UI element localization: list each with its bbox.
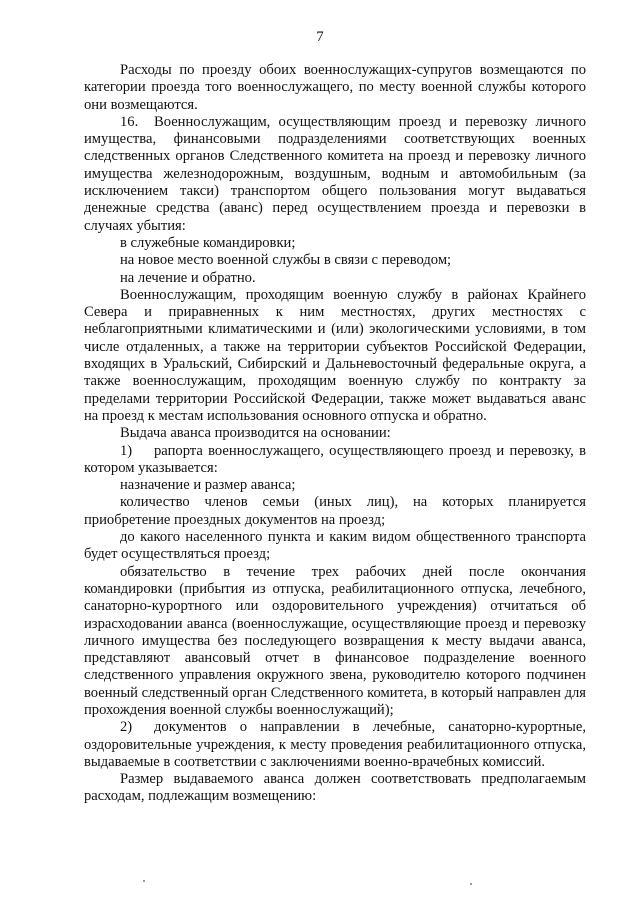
paragraph-numbered bbox=[84, 443, 586, 478]
list-item: до какого населенного пункта и каким видом общественного транспорта будет осуществляться проезд; bbox=[84, 529, 586, 563]
paragraph-numbered bbox=[84, 719, 586, 771]
paragraph: Военнослужащим, проходящим военную службу в районах Крайнего Севера и приравненных к ним местностях, других местностях с неблагоприятными климатическими и (или) экологическими условиями, в том числе отдаленных, а также на территории субъектов Российской Федерации, входящих в Уральский, Сибирский и Дальневосточный федеральные округа, а также военнослужащим, проходящим военную службу по контракту за пределами территории Российской Федерации, также может выдаваться аванс на проезд к местам использования основного отпуска и обратно. bbox=[84, 286, 586, 424]
paragraph: Выдача аванса производится на основании: bbox=[120, 425, 391, 442]
list-item: в служебные командировки; bbox=[120, 234, 296, 251]
list-item: назначение и размер аванса; bbox=[120, 477, 296, 494]
document-body bbox=[84, 62, 586, 806]
item-number: 16. bbox=[120, 113, 139, 130]
list-item: на лечение и обратно. bbox=[120, 269, 256, 286]
scan-speck bbox=[470, 883, 472, 885]
list-item: количество членов семьи (иных лиц), на которых планируется приобретение проездных документов на проезд; bbox=[84, 494, 586, 528]
item-number: 2) bbox=[120, 719, 133, 736]
scan-speck bbox=[143, 880, 145, 882]
list-item: обязательство в течение трех рабочих дней после окончания командировки (прибытия из отпуска, реабилитационного отпуска, лечебного, санаторно-курортного или оздоровительного учреждения) отчитаться об израсходовании аванса (военнослужащие, осуществляющие проезд и перевозку личного имущества без последующего возвращения к месту выдачи аванса, представляют авансовый отчет в финансовое подразделение военного следственного управления окружного звена, руководителю которого подчинен военный следственный орган Следственного комитета, в который направлен для прохождения военной службы военнослужащий); bbox=[84, 563, 586, 718]
paragraph-text: Военнослужащим, осуществляющим проезд и перевозку личного имущества, финансовыми подразделениями соответствующих военных следственных органов Следственного комитета на проезд и перевозку личного имущества железнодорожным, воздушным, водным и автомобильным (за исключением такси) транспортом общего пользования могут выдаваться денежные средства (аванс) перед осуществлением проезда и перевозки в случаях убытия: bbox=[84, 113, 586, 234]
paragraph-numbered bbox=[84, 114, 586, 235]
paragraph-text: рапорта военнослужащего, осуществляющего проезд и перевозку, в котором указывается: bbox=[84, 442, 586, 476]
paragraph-text: документов о направлении в лечебные, санаторно-курортные, оздоровительные учреждения, к месту проведения реабилитационного отпуска, выдаваемые в соответствии с заключениями военно-врачебных комиссий. bbox=[84, 719, 586, 770]
paragraph: Размер выдаваемого аванса должен соответствовать предполагаемым расходам, подлежащим возмещению: bbox=[84, 771, 586, 805]
item-number: 1) bbox=[120, 442, 133, 459]
list-item: на новое место военной службы в связи с переводом; bbox=[120, 252, 452, 269]
paragraph: Расходы по проезду обоих военнослужащих-супругов возмещаются по категории проезда того военнослужащего, по месту военной службы которого они возмещаются. bbox=[84, 62, 586, 113]
page-number: 7 bbox=[316, 29, 324, 45]
